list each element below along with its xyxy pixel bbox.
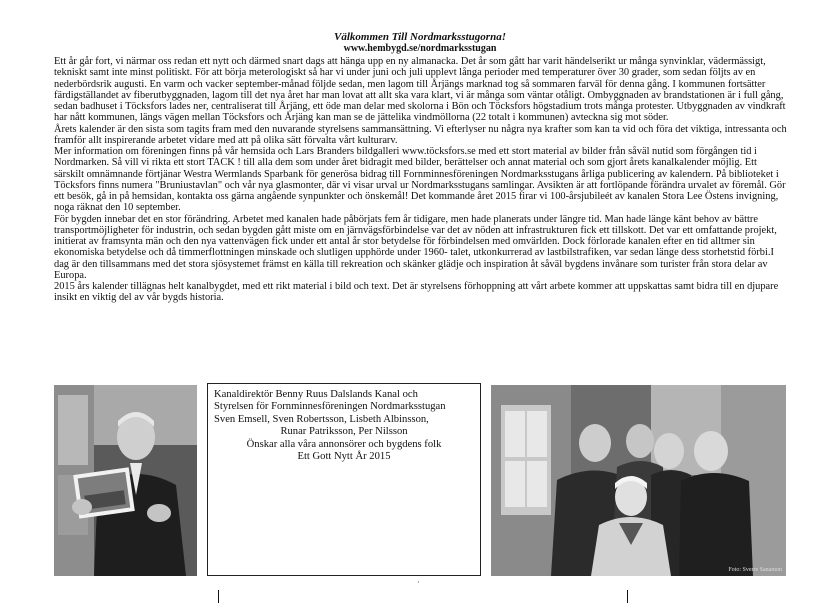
paragraph: Mer information om föreningen finns på vår hemsida och Lars Branders bildgalleri www.töcksfors.se med ett stort material av bilder från såväl nutid som förgången tid i Nordmarken. Så vill vi rikta ett stort TACK ! till alla dem som under året bidragit med bilder, berättelser och annat material och som gjort årets kanalkalender möjlig. Ett särskilt omnämnande förtjänar Westra Wermlands Sparbank för generösa bidrag till Fornminnesföreningen Nordmarksstugans årliga publicering av kalendern. På biblioteket i Töcksfors finns numera "Bruniustavlan" och vår nya glasmonter, där vi visar urval ur Nordmarksstugans samlingar. Avsikten är att fortlöpande förändra urvalet av föremål. Gör ett besök, gå in på hemsidan, kontakta oss gärna angående synpunkter och önskemål! Det kommande året 2015 firar vi 100-årsjubileét av kanalen Stora Lee Östens invigning, noga räknat den 10 september. — [54, 146, 786, 214]
caption-line: Kanaldirektör Benny Ruus Dalslands Kanal och — [214, 389, 418, 400]
photo-credit: Foto: Sverre Sanamon — [728, 567, 782, 573]
caption-line: Sven Emsell, Sven Robertsson, Lisbeth Albinsson, — [214, 413, 429, 425]
photo-canal-director-image — [54, 385, 197, 576]
caption-box — [207, 383, 481, 576]
photo-board-members — [491, 385, 786, 576]
center-mark: · — [417, 578, 420, 587]
caption-line: Ett Gott Nytt År 2015 — [297, 451, 391, 463]
paragraph: För bygden innebar det en stor förändring. Arbetet med kanalen hade påbörjats fem år tidigare, men hade planerats under längre tid. Man hade länge känt behov av bättre transportmöjligheter för industrin, och sedan bygden gått miste om en järnvägsförbindelse var det av nöden att infrastrukturen fick ett tillskott. Det var ett omfattande projekt, initierat av framsynta män och den nya vattenvägen fick under ett antal år stor betydelse för förbindelsen med omvärlden. Dock förlorade kanalen efter en tid alltmer sin ekonomiska betydelse och då timmerflottningen minskade och slutligen upphörde under 1960- talet, utkonkurrerad av lastbilstrafiken, var sedan länge dess storhetstid förbi.I dag är den tillsammans med det stora sjösystemet främst en källa till rekreation och skänker glädje och inspiration åt såväl bygdens invånare som turister från stora delar av Europa. — [54, 213, 777, 281]
paragraph: 2015 års kalender tillägnas helt kanalbygdet, med ett rikt material i bild och text. Det är styrelsens förhoppning att vårt arbete kommer att uppskattas samt bidra till en djupare insikt en viktig del av vår bygds historia. — [54, 281, 779, 304]
caption-line: Styrelsen för Fornminnesföreningen Nordmarksstugan — [214, 401, 446, 413]
crop-mark — [218, 590, 219, 603]
website-url[interactable]: www.hembygd.se/nordmarksstugan — [343, 43, 497, 54]
body-text — [54, 56, 789, 304]
crop-mark — [627, 590, 628, 603]
photo-canal-director — [54, 385, 197, 576]
paragraph: Årets kalender är den sista som tagits fram med den nuvarande styrelsens sammansättning. Vi efterlyser nu några nya krafter som kan ta vid och föra det viktiga, intressanta och framför allt inspirerande arbetet vidare med att på olika sätt förvalta vårt kulturarv. — [54, 123, 787, 146]
photo-board-members-image — [491, 385, 786, 576]
caption-line: Runar Patriksson, Per Nilsson — [280, 426, 408, 438]
page-title: Välkommen Till Nordmarksstugorna! — [334, 31, 506, 43]
caption-line: Önskar alla våra annonsörer och bygdens folk — [246, 438, 442, 450]
paragraph: Ett år går fort, vi närmar oss redan ett nytt och därmed snart dags att hänga upp en ny almanacka. Det år som gått har varit händelserikt ur många synvinklar, vädermässigt, tekniskt samt inte minst politiskt. För att börja meterologiskt så har vi under juni och juli upplevt långa perioder med temperaturer över 30 grader, som sedan följts av en nederbördsrik augusti. En varm och vacker september-månad följde sedan, men lagom till Årjängs marknad tog så sommaren farväl för denna gång. I kommunen fortsätter färdigställandet av fiberutbyggnaden, lagom till det nya året har man lovat att allt ska vara klart, vi är många som väntar otåligt. Ombyggnaden av brandstationen är i full gång, sedan badhuset i Töcksfors lades ner, centraliserat till Årjäng, ett öde man delar med skolorna i Bön och Töcksfors högstadium trots många protester. Utbyggnaden av vindkraft har nått kommunen, längs vägen mellan Töcksfors och Årjäng kan man se de jättelika vindmöllorna (22 totalt i kommunen) avteckna sig mot söder. — [54, 56, 786, 124]
